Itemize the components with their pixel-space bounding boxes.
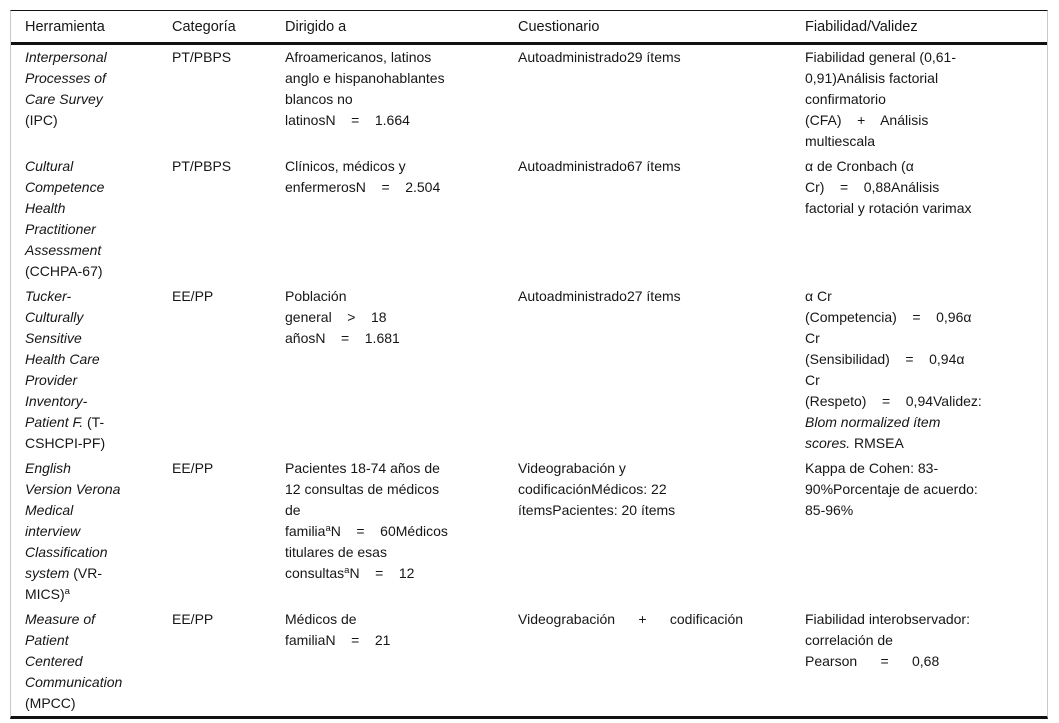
cell-line: Médicos de (285, 611, 357, 627)
cell-category (172, 607, 285, 716)
cell-target (285, 154, 518, 284)
header-row (11, 11, 1047, 44)
cell-line: codificaciónMédicos: 22 (518, 481, 667, 497)
cell-line: Health (25, 200, 66, 216)
cell-line: anglo e hispanohablantes (285, 70, 445, 86)
cell-tool (11, 44, 172, 155)
tools-comparison-table-container (10, 10, 1048, 719)
cell-line: multiescala (805, 133, 876, 149)
cell-tool (11, 154, 172, 284)
cell-line: EE/PP (172, 288, 214, 304)
cell-line: Centered (25, 653, 83, 669)
cell-line: correlación de (805, 632, 893, 648)
cell-line: Processes of (25, 70, 106, 86)
cell-line: Measure of (25, 611, 96, 627)
column-header-categoria: Categoría (172, 11, 285, 44)
cell-reliability (805, 284, 1047, 456)
cell-questionnaire (518, 284, 805, 456)
cell-line: de (285, 502, 301, 518)
cell-line: ítemsPacientes: 20 ítems (518, 502, 676, 518)
cell-line: (IPC) (25, 112, 58, 128)
cell-category (172, 154, 285, 284)
cell-line: Health Care (25, 351, 100, 367)
cell-line: CSHCPI-PF) (25, 435, 106, 451)
cell-line: Classification (25, 544, 108, 560)
cell-questionnaire (518, 154, 805, 284)
cell-line: Población (285, 288, 347, 304)
cell-questionnaire (518, 44, 805, 155)
cell-line: Videograbación + codificación (518, 611, 744, 627)
cell-line: α Cr (805, 288, 832, 304)
cell-line: Provider (25, 372, 78, 388)
cell-line: añosN = 1.681 (285, 330, 400, 346)
cell-target (285, 607, 518, 716)
cell-line: MICS)$^a$ (25, 586, 70, 602)
column-header-herramienta: Herramienta (11, 11, 172, 44)
cell-line: latinosN = 1.664 (285, 112, 410, 128)
cell-line: English (25, 460, 71, 476)
cell-line: Practitioner (25, 221, 96, 237)
footnote-marker: a (344, 565, 350, 576)
cell-questionnaire (518, 607, 805, 716)
table-row (11, 607, 1047, 716)
cell-line: Communication (25, 674, 123, 690)
table-header (11, 11, 1047, 44)
cell-reliability (805, 456, 1047, 607)
cell-line: Patient F. (T- (25, 414, 105, 430)
column-header-fiabilidad-validez: Fiabilidad/Validez (805, 11, 1047, 44)
cell-line: familiaN = 21 (285, 632, 391, 648)
cell-line: enfermerosN = 2.504 (285, 179, 441, 195)
cell-line: Culturally (25, 309, 84, 325)
cell-line: (CCHPA-67) (25, 263, 103, 279)
cell-reliability (805, 607, 1047, 716)
cell-line: (Sensibilidad) = 0,94α (805, 351, 965, 367)
cell-line: Competence (25, 179, 105, 195)
cell-line: consultas$^a$N = 12 (285, 565, 415, 581)
tools-comparison-table (11, 11, 1047, 716)
cell-tool (11, 284, 172, 456)
cell-target (285, 44, 518, 155)
table-row (11, 456, 1047, 607)
footnote-marker: a (64, 586, 70, 597)
column-header-cuestionario: Cuestionario (518, 11, 805, 44)
table-row (11, 154, 1047, 284)
cell-line: Autoadministrado29 ítems (518, 49, 681, 65)
cell-line: Cr) = 0,88Análisis (805, 179, 940, 195)
cell-category (172, 44, 285, 155)
cell-line: Videograbación y (518, 460, 626, 476)
cell-line: factorial y rotación varimax (805, 200, 972, 216)
cell-tool (11, 607, 172, 716)
cell-line: Sensitive (25, 330, 82, 346)
cell-line: interview (25, 523, 81, 539)
cell-line: Pacientes 18-74 años de (285, 460, 440, 476)
cell-category (172, 284, 285, 456)
column-header-dirigido-a: Dirigido a (285, 11, 518, 44)
cell-line: PT/PBPS (172, 158, 232, 174)
cell-reliability (805, 44, 1047, 155)
cell-line: (Respeto) = 0,94Validez: (805, 393, 982, 409)
cell-line: Autoadministrado27 ítems (518, 288, 681, 304)
table-row (11, 44, 1047, 155)
cell-line: Blom normalized ítem (805, 414, 941, 430)
footnote-marker: a (325, 523, 331, 534)
cell-line: Kappa de Cohen: 83- (805, 460, 939, 476)
cell-line: 90%Porcentaje de acuerdo: (805, 481, 978, 497)
cell-line: Interpersonal (25, 49, 107, 65)
cell-line: general > 18 (285, 309, 387, 325)
cell-line: α de Cronbach (α (805, 158, 914, 174)
cell-line: Cr (805, 330, 820, 346)
cell-line: scores. RMSEA (805, 435, 904, 451)
cell-line: Pearson = 0,68 (805, 653, 940, 669)
cell-line: Clínicos, médicos y (285, 158, 406, 174)
cell-category (172, 456, 285, 607)
table-body (11, 44, 1047, 717)
cell-line: (Competencia) = 0,96α (805, 309, 972, 325)
cell-line: Fiabilidad general (0,61- (805, 49, 956, 65)
cell-line: Inventory- (25, 393, 88, 409)
cell-line: system (VR- (25, 565, 103, 581)
cell-line: Cultural (25, 158, 74, 174)
cell-line: Tucker- (25, 288, 72, 304)
cell-line: EE/PP (172, 460, 214, 476)
cell-line: Version Verona (25, 481, 121, 497)
cell-line: 85-96% (805, 502, 854, 518)
cell-target (285, 456, 518, 607)
cell-line: Fiabilidad interobservador: (805, 611, 970, 627)
cell-line: 0,91)Análisis factorial (805, 70, 939, 86)
cell-line: (CFA) + Análisis (805, 112, 929, 128)
cell-line: 12 consultas de médicos (285, 481, 440, 497)
cell-line: confirmatorio (805, 91, 886, 107)
cell-line: EE/PP (172, 611, 214, 627)
cell-line: (MPCC) (25, 695, 76, 711)
cell-line: Medical (25, 502, 74, 518)
cell-target (285, 284, 518, 456)
cell-line: PT/PBPS (172, 49, 232, 65)
cell-reliability (805, 154, 1047, 284)
cell-line: Care Survey (25, 91, 103, 107)
cell-line: titulares de esas (285, 544, 387, 560)
cell-tool (11, 456, 172, 607)
cell-line: Patient (25, 632, 69, 648)
cell-line: blancos no (285, 91, 353, 107)
cell-line: Cr (805, 372, 820, 388)
cell-line: Afroamericanos, latinos (285, 49, 432, 65)
cell-line: familia$^a$N = 60Médicos (285, 523, 448, 539)
table-row (11, 284, 1047, 456)
cell-line: Autoadministrado67 ítems (518, 158, 681, 174)
cell-line: Assessment (25, 242, 102, 258)
cell-questionnaire (518, 456, 805, 607)
